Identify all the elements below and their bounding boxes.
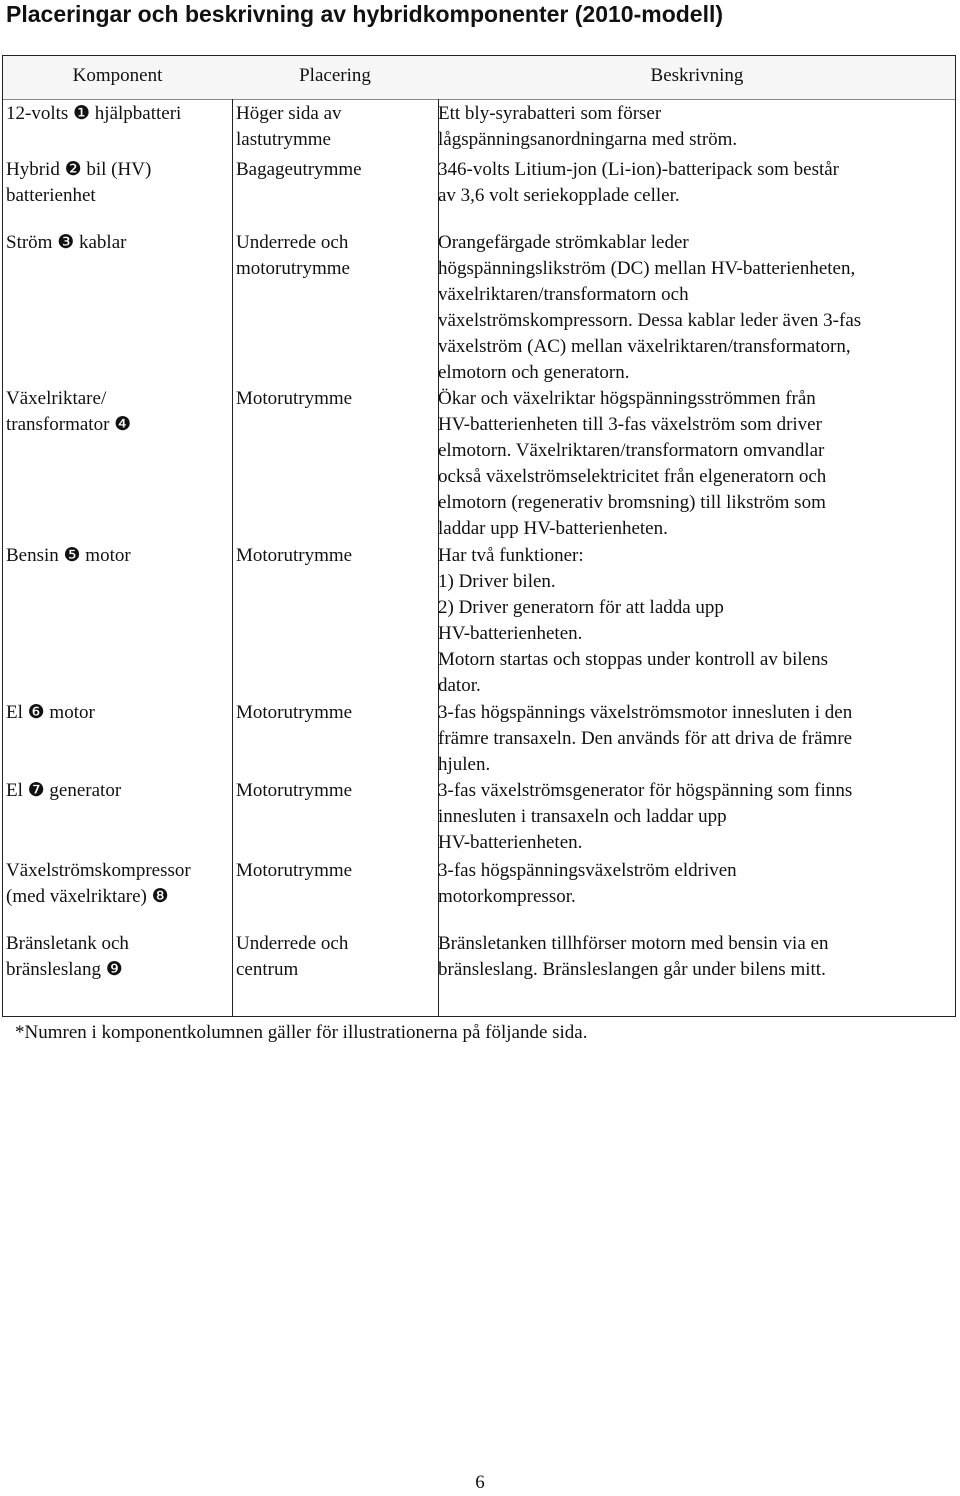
header-divider bbox=[3, 99, 955, 100]
row-4-component: Växelriktare/ transformator ❹ bbox=[6, 388, 132, 435]
row-2-component: Hybrid ❷ bil (HV) batterienhet bbox=[6, 159, 152, 206]
row-7-description: 3-fas växelströmsgenerator för högspänning som finns innesluten i transaxeln och laddar upp HV-batterienheten. bbox=[438, 780, 853, 853]
page-number: 6 bbox=[475, 1472, 485, 1493]
page-title: Placeringar och beskrivning av hybridkomponenter (2010-modell) bbox=[6, 1, 724, 27]
row-4-description: Ökar och växelriktar högspänningsströmmen från HV-batterienheten till 3-fas växelström som driver elmotorn. Växelriktaren/transformatorn omvandlar också växelströmselektricitet från elgeneratorn och elmotorn (regenerativ bromsning) till likström som laddar upp HV-batterienheten. bbox=[438, 388, 827, 539]
row-5-location: Motorutrymme bbox=[236, 545, 353, 566]
header-location: Placering bbox=[299, 65, 371, 86]
row-5-component: Bensin ❺ motor bbox=[6, 545, 131, 566]
component-table bbox=[2, 55, 956, 1017]
row-6-location: Motorutrymme bbox=[236, 702, 353, 723]
row-4-location: Motorutrymme bbox=[236, 388, 353, 409]
header-component: Komponent bbox=[72, 65, 163, 86]
row-7-location: Motorutrymme bbox=[236, 780, 353, 801]
row-8-location: Motorutrymme bbox=[236, 860, 353, 881]
row-3-location: Underrede och motorutrymme bbox=[236, 232, 350, 279]
row-3-component: Ström ❸ kablar bbox=[6, 232, 127, 253]
row-7-component: El ❼ generator bbox=[6, 780, 122, 801]
row-2-description: 346-volts Litium-jon (Li-ion)-batteripack som består av 3,6 volt seriekopplade celler. bbox=[438, 159, 840, 206]
row-5-description: Har två funktioner: 1) Driver bilen. 2) Driver generatorn för att ladda upp HV-batterienheten. Motorn startas och stoppas under kontroll av bilens dator. bbox=[438, 545, 828, 696]
row-9-description: Bränsletanken tillhförser motorn med bensin via en bränsleslang. Bränsleslangen går under bilens mitt. bbox=[438, 933, 829, 980]
row-8-component: Växelströmskompressor (med växelriktare) ❽ bbox=[6, 860, 191, 907]
row-3-description: Orangefärgade strömkablar leder högspänningslikström (DC) mellan HV-batterienheten, växelriktaren/transformatorn och växelströmskompressorn. Dessa kablar leder även 3-fas växelström (AC) mellan växelriktaren/transformatorn, elmotorn och generatorn. bbox=[438, 232, 862, 383]
row-9-location: Underrede och centrum bbox=[236, 933, 349, 980]
header-description: Beskrivning bbox=[650, 65, 744, 86]
row-1-component: 12-volts ❶ hjälpbatteri bbox=[6, 103, 182, 124]
row-2-location: Bagageutrymme bbox=[236, 159, 362, 180]
row-8-description: 3-fas högspänningsväxelström eldriven motorkompressor. bbox=[438, 860, 737, 907]
footnote: *Numren i komponentkolumnen gäller för illustrationerna på följande sida. bbox=[15, 1022, 588, 1043]
column-divider bbox=[232, 99, 233, 1016]
row-1-description: Ett bly-syrabatteri som förser lågspänningsanordningarna med ström. bbox=[438, 103, 738, 150]
row-1-location: Höger sida av lastutrymme bbox=[236, 103, 342, 150]
row-6-component: El ❻ motor bbox=[6, 702, 95, 723]
row-9-component: Bränsletank och bränsleslang ❾ bbox=[6, 933, 129, 980]
row-6-description: 3-fas högspännings växelströmsmotor innesluten i den främre transaxeln. Den används för att driva de främre hjulen. bbox=[438, 702, 853, 775]
